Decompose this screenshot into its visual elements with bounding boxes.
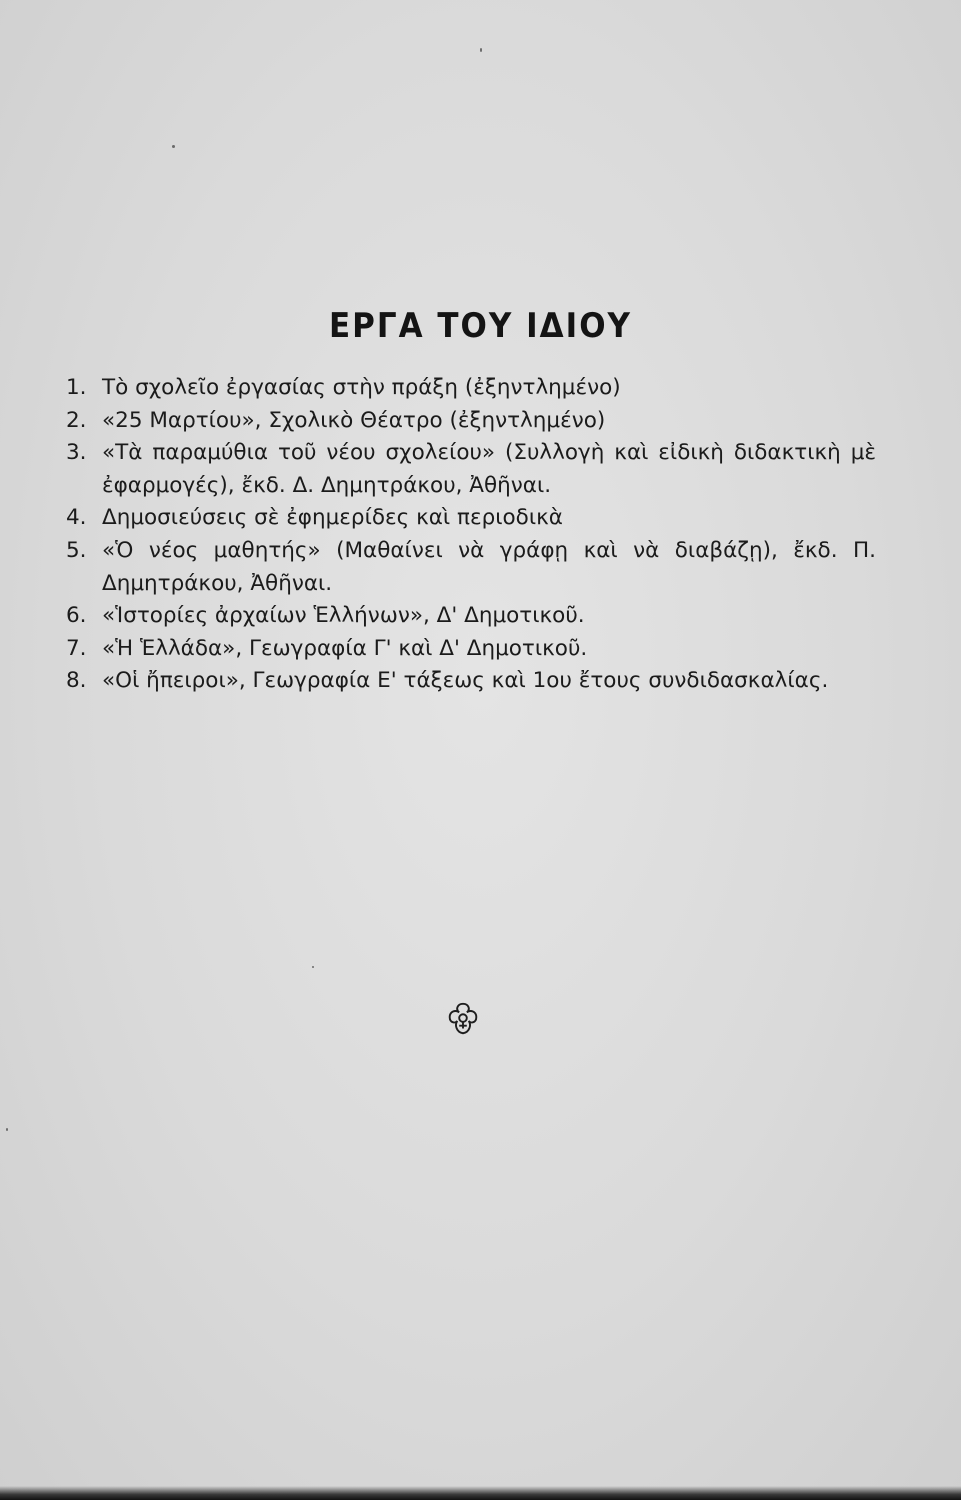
page-title: ΕΡΓΑ ΤΟΥ ΙΔΙΟΥ <box>328 306 633 346</box>
list-item <box>66 405 876 438</box>
list-item <box>66 502 876 535</box>
item-text: «Οἱ ἤπειροι», Γεωγραφία Ε' τάξεως καὶ 1ου ἔτους συνδιδασκαλίας. <box>102 668 829 694</box>
paper-speck <box>480 48 482 52</box>
item-number: 7. <box>66 635 87 661</box>
item-number: 5. <box>66 537 87 563</box>
item-number: 2. <box>66 407 87 433</box>
paper-speck <box>6 1128 8 1131</box>
list-item <box>66 600 876 633</box>
page-bottom-edge <box>0 1486 961 1500</box>
floral-ornament-icon <box>444 1000 482 1038</box>
item-text: «Ὁ νέος μαθητής» (Μαθαίνει νὰ γράφῃ καὶ νὰ διαβάζῃ), ἔκδ. Π. Δημητράκου, Ἀθῆναι. <box>102 537 876 596</box>
list-item <box>66 372 876 405</box>
list-item <box>66 437 876 502</box>
item-number: 4. <box>66 505 87 531</box>
item-number: 1. <box>66 375 87 400</box>
item-text: «Τὰ παραμύθια τοῦ νέου σχολείου» (Συλλογὴ καὶ εἰδικὴ διδακτικὴ μὲ ἐφαρμογές), ἔκδ. Δ. Δημητράκου, Ἀθῆναι. <box>102 440 876 498</box>
list-item <box>66 535 876 600</box>
item-number: 3. <box>66 440 87 466</box>
item-text: «Ἱστορίες ἀρχαίων Ἑλλήνων», Δ' Δημοτικοῦ. <box>102 603 585 629</box>
paper-speck <box>312 966 314 968</box>
item-text: «25 Μαρτίου», Σχολικὸ Θέατρο (ἐξηντλημένο) <box>102 407 606 433</box>
item-number: 6. <box>66 603 87 629</box>
item-number: 8. <box>66 668 87 694</box>
works-list <box>66 372 876 698</box>
list-item <box>66 665 876 698</box>
item-text: Δημοσιεύσεις σὲ ἐφημερίδες καὶ περιοδικὰ <box>102 505 563 531</box>
item-text: «Ἡ Ἑλλάδα», Γεωγραφία Γ' καὶ Δ' Δημοτικοῦ. <box>102 635 588 661</box>
list-item <box>66 633 876 666</box>
paper-speck <box>172 145 175 148</box>
item-text: Τὸ σχολεῖο ἐργασίας στὴν πράξη (ἐξηντλημένο) <box>102 375 621 400</box>
